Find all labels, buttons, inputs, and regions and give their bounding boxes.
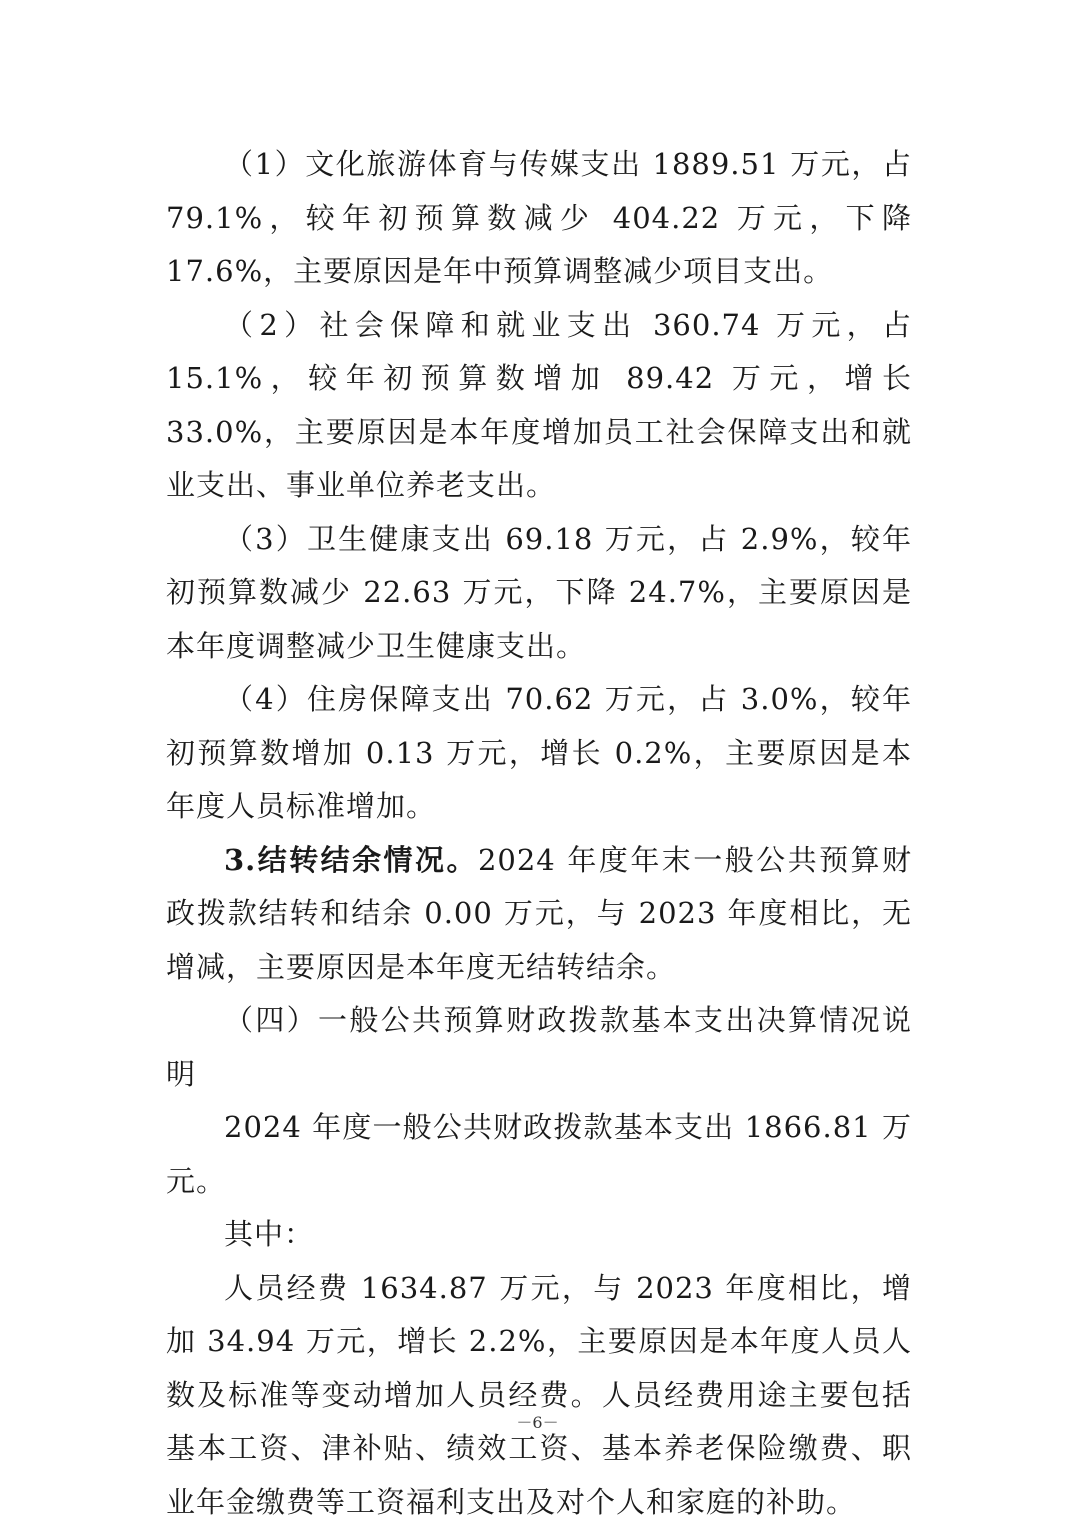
paragraph-carryover-balance <box>166 834 912 995</box>
carryover-text: 2024 年度年末一般公共预算财政拨款结转和结余 0.00 万元，与 2023 年度相比，无增减，主要原因是本年度无结转结余。 <box>166 843 912 984</box>
paragraph-social-security-expense: （2）社会保障和就业支出 360.74 万元，占 15.1%，较年初预算数增加 89.42 万元，增长 33.0%，主要原因是本年度增加员工社会保障支出和就业支出、事业单位养老支出。 <box>166 299 912 513</box>
paragraph-housing-expense: （4）住房保障支出 70.62 万元，占 3.0%，较年初预算数增加 0.13 万元，增长 0.2%，主要原因是本年度人员标准增加。 <box>166 673 912 834</box>
paragraph-personnel-expense: 人员经费 1634.87 万元，与 2023 年度相比，增加 34.94 万元，增长 2.2%，主要原因是本年度人员人数及标准等变动增加人员经费。人员经费用途主要包括基本工资、津补贴、绩效工资、基本养老保险缴费、职业年金缴费等工资福利支出及对个人和家庭的补助。 <box>166 1262 912 1529</box>
paragraph-among-them: 其中： <box>166 1208 912 1262</box>
document-body <box>166 138 912 1529</box>
paragraph-culture-tourism-expense: （1）文化旅游体育与传媒支出 1889.51 万元，占 79.1%，较年初预算数减少 404.22 万元，下降 17.6%，主要原因是年中预算调整减少项目支出。 <box>166 138 912 299</box>
carryover-heading: 3.结转结余情况。 <box>224 843 478 877</box>
page-number: －6－ <box>0 1410 1075 1433</box>
paragraph-basic-expense-total: 2024 年度一般公共财政拨款基本支出 1866.81 万元。 <box>166 1101 912 1208</box>
section-heading-basic-expense: （四）一般公共预算财政拨款基本支出决算情况说明 <box>166 994 912 1101</box>
paragraph-health-expense: （3）卫生健康支出 69.18 万元，占 2.9%，较年初预算数减少 22.63 万元，下降 24.7%，主要原因是本年度调整减少卫生健康支出。 <box>166 513 912 674</box>
